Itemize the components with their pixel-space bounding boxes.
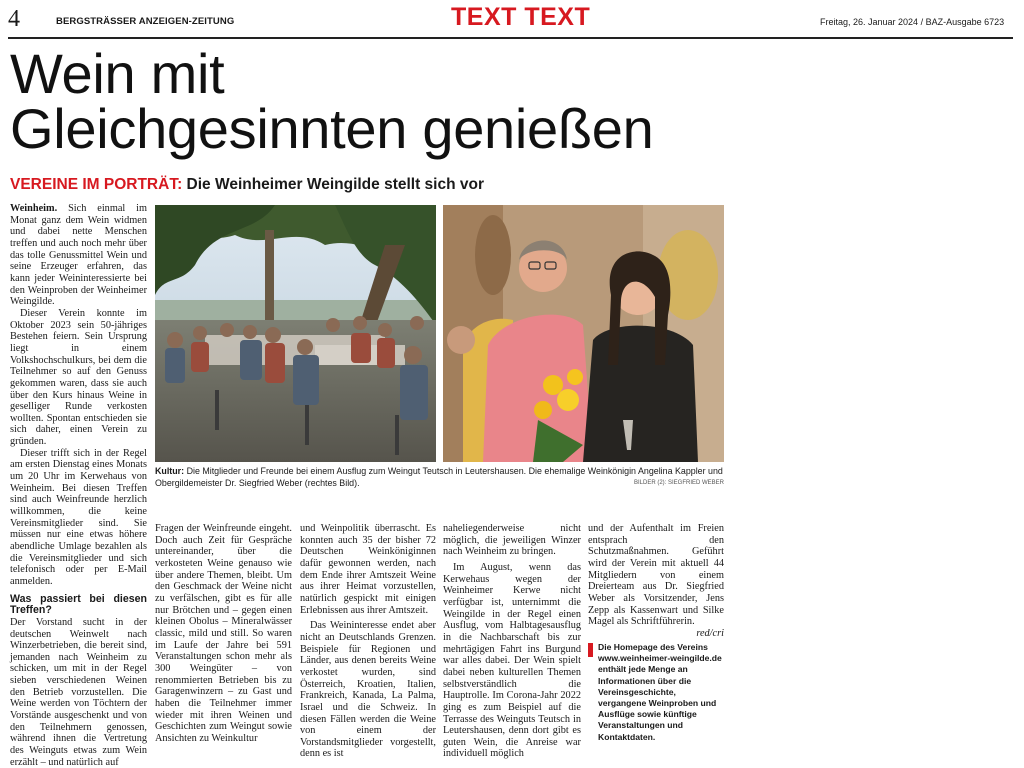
paragraph: Dieser Verein konnte im Oktober 2023 sein 50-jähriges Bestehen feiern. Sein Ursprung liegt in einem Volkshochschulkurs, bei dem die Teilnehmer so auf den Genuss gekommen waren, dass sie auch über den Kurs hinaus Weine in geselliger Runde verkosten wollten. Spontan entschieden sie sich daher, einen Verein zu gründen. — [10, 307, 147, 448]
paragraph: und der Aufenthalt im Freien entsprach den Schutzmaßnahmen. Geführt wird der Verein mit aktuell 44 Mitgliedern von einem Dreierteam aus Dr. Siegfried Weber als Vorsitzender, Jens Zepp als Kassenwart und Silke Magel als Schriftführerin. — [588, 523, 724, 628]
article-column-5 — [588, 523, 724, 640]
paragraph: Dieser trifft sich in der Regel am ersten Dienstag eines Monats um 20 Uhr im Kerwehaus von Weinheim. Bei diesen Treffen sind auch Weinfreunde herzlich willkommen, die keine Vereinsmitglieder sind. Sie müssen nur eine etwas höhere abendliche Umlage bezahlen als die Vereinsmitglieder und sich telefonisch oder per E-Mail anmelden. — [10, 447, 147, 587]
headline — [10, 42, 654, 160]
paragraph: Der Vorstand sucht in der deutschen Weinwelt nach Winzerbetrieben, die bereit sind, jemanden nach Weinheim zu schicken, um mit in der Regel sieben verschiedenen Weinen den Betrieb vorzustellen. Die Weine werden von Töchtern der Vorstände ausgeschenkt und von den Teilnehmern genossen, während ihnen die Vertretung des Weinguts etwas zum Wein erzählt – und natürlich auf — [10, 616, 147, 768]
article-column-2 — [155, 523, 292, 744]
article-column-3 — [300, 523, 436, 760]
author-signature: red/cri — [696, 627, 724, 639]
article-column-1 — [10, 203, 147, 768]
dateline: Freitag, 26. Januar 2024 / BAZ-Ausgabe 6723 — [820, 17, 1005, 27]
caption-label: Kultur: — [155, 466, 185, 476]
article-column-4 — [443, 523, 581, 760]
header-rule — [8, 37, 1013, 39]
caption-text: Die Mitglieder und Freunde bei einem Ausflug zum Weingut Teutsch in Leutershausen. Die ehemalige Weinkönigin Angelina Kappler und Obergildemeister Dr. Siegfried Weber (rechtes Bild). — [155, 466, 723, 489]
paragraph: Fragen der Weinfreunde eingeht. Doch auch Zeit für Gespräche untereinander, über die verkosteten Weine genauso wie über andere Themen, bleibt. Um den Geschmack der Weine nicht zu verfälschen, gibt es für alle nur Brötchen und – gegen einen kleinen Obolus – Mineralwässer classic, mild und still. So waren im Laufe der Jahre bei 591 Veranstaltungen schon mehr als 300 Weingüter – von renommierten Betrieben bis zu Garagenwinzern – zu Gast und haben die Teilnehmer immer wieder mit ihren Weinen und Geschichten zum Weingut sowie Ansichten zu Weinkultur — [155, 523, 292, 744]
paragraph: Im August, wenn das Kerwehaus wegen der Weinheimer Kerwe nicht verfügbar ist, unternimmt die Weingilde in der Regel einen Ausflug, vom Halbtagesausflug in die Nachbarschaft bis zur mehrtägigen Fahrt ins Burgund war alles dabei. Der Wein spielt dabei neben kulturellen Themen selbstverständlich die Hauptrolle. Im Corona-Jahr 2022 ging es zum Beispiel auf die Terrasse des Weinguts Teutsch in Leutershausen, denn dort gibt es guten Wein, die Anreise war individuell möglich — [443, 561, 581, 760]
kicker-label: VEREINE IM PORTRÄT: — [10, 176, 183, 193]
paper-name: BERGSTRÄSSER ANZEIGEN-ZEITUNG — [56, 16, 235, 27]
paragraph: Sich einmal im Monat ganz dem Wein widmen und dabei nette Menschen treffen und auch noch mehr über das tolle Genussmittel Wein und seine Erzeuger erfahren, das kann jeder Weininteressierte bei den Weinproben der Weinheimer Weingilde. — [10, 203, 147, 308]
subheading: Was passiert bei diesen Treffen? — [10, 592, 147, 617]
dateline-place: Weinheim. — [10, 203, 58, 214]
paragraph: Das Weininteresse endet aber nicht an Deutschlands Grenzen. Beispiele für Regionen und Länder, aus denen bereits Weine verkostet wurden, sind Österreich, Kroatien, Italien, Frankreich, Kanada, La Palma, Israel und die Schweiz. In diesen Fällen werden die Weine von einem der Vorstandsmitglieder vorgestellt, denn es ist — [300, 620, 436, 760]
photo-credit: BILDER (2): SIEGFRIED WEBER — [633, 480, 724, 486]
kicker-text: Die Weinheimer Weingilde stellt sich vor — [186, 176, 484, 193]
page-number: 4 — [8, 6, 20, 32]
info-url[interactable]: www.weinheimer-weingilde.de — [598, 653, 722, 664]
info-text-intro: Die Homepage des Vereins — [598, 642, 708, 652]
portrait-photo — [443, 205, 724, 462]
info-marker: i — [588, 643, 593, 657]
headline-line1: Wein mit — [10, 42, 225, 105]
section-title: TEXT TEXT — [451, 3, 591, 31]
headline-line2: Gleichgesinnten genießen — [10, 97, 654, 160]
info-text-rest: enthält jede Menge an Informationen über die Vereinsgeschichte, vergangene Weinproben und Ausflüge sowie künftige Veranstaltungen und Kontaktdaten. — [598, 664, 717, 742]
group-photo — [155, 205, 436, 462]
info-text — [588, 642, 725, 743]
info-box — [588, 642, 725, 743]
paragraph: naheliegenderweise nicht möglich, die jeweiligen Winzer nach Weinheim zu bringen. — [443, 523, 581, 558]
paragraph: und Weinpolitik überrascht. Es konnten auch 35 der bisher 72 Deutschen Weinköniginnen dafür gewonnen werden, nach dem Ende ihrer Amtszeit Weine aus ihrer Heimat vorzustellen, natürlich gespickt mit einigen Erlebnissen aus ihrer Amtszeit. — [300, 523, 436, 616]
kicker — [10, 176, 484, 194]
